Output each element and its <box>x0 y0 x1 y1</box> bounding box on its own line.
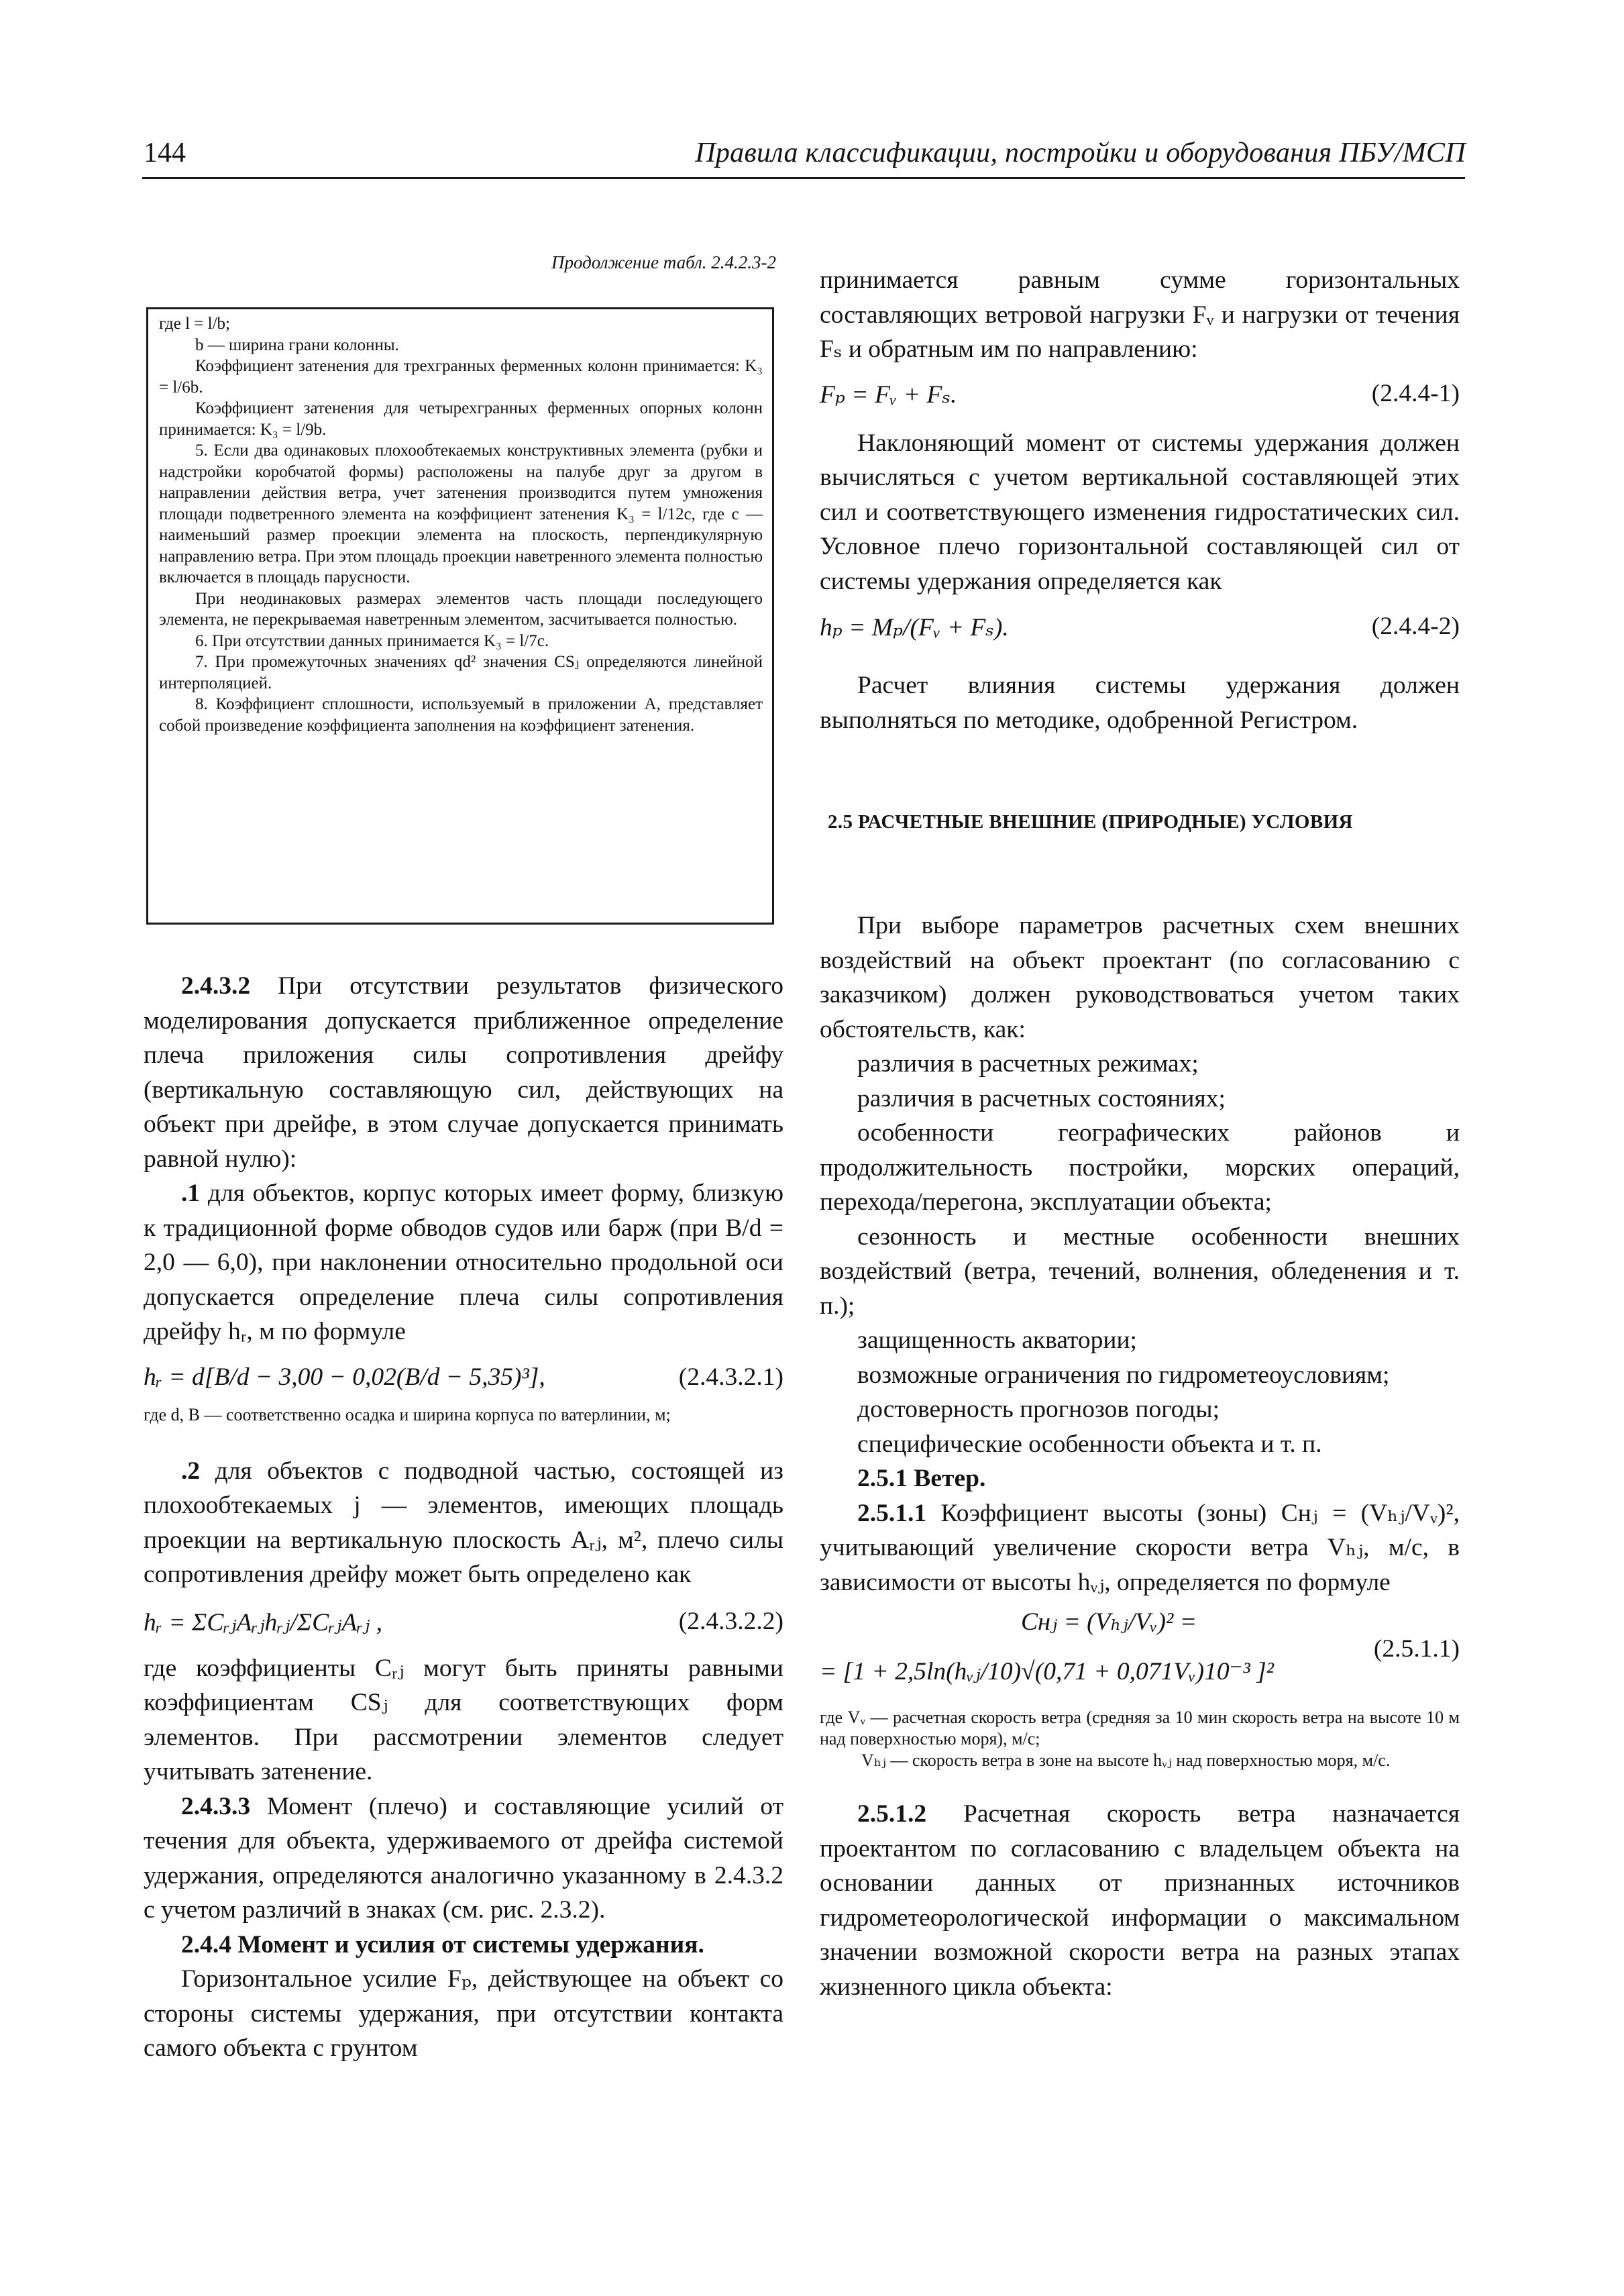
list-item: специфические особенности объекта и т. п. <box>857 1430 1322 1458</box>
item-number: .2 <box>181 1457 201 1485</box>
list-item: различия в расчетных состояниях; <box>857 1084 1226 1112</box>
box-line: где l = l/b; <box>159 315 230 333</box>
formula-2511-line2: = [1 + 2,5ln(hᵥⱼ/10)√(0,71 + 0,071Vᵥ)10⁻³ ]² <box>820 1658 1274 1685</box>
header-rule <box>142 177 1465 179</box>
list-item: особенности географических районов и продолжительность постройки, морских операций, перехода/перегона, эксплуатации объекта; <box>820 1119 1460 1216</box>
paragraph-244: Горизонтальное усилие Fₚ, действующее на объект со стороны системы удержания, при отсутствии контакта самого объекта с грунтом <box>144 1965 783 2062</box>
paragraph-continuation: принимается равным сумме горизонтальных составляющих ветровой нагрузки Fᵥ и нагрузки от течения Fₛ и обратным им по направлению: <box>820 266 1460 363</box>
clause-number: 2.5.1.1 <box>857 1499 927 1527</box>
equation-number: (2.5.1.1) <box>1373 1635 1460 1663</box>
formula-24321-row <box>144 1357 783 1399</box>
box-line: Коэффициент затенения для четырехгранных ферменных опорных колонн принимается: K₃ = l/9b. <box>159 399 763 439</box>
list-item: различия в расчетных режимах; <box>857 1050 1199 1078</box>
paragraph-2433: 2.4.3.3 Момент (плечо) и составляющие усилий от течения для объекта, удерживаемого от дрейфа системой удержания, определяются аналогично указанному в 2.4.3.2 с учетом различий в знаках (см. рис. 2.3.2). <box>144 1792 783 1924</box>
right-column <box>820 263 1460 2004</box>
paragraph-2511: 2.5.1.1 Коэффициент высоты (зоны) Cʜⱼ = (Vₕⱼ/Vᵥ)², учитывающий увеличение скорости ветра Vₕⱼ, м/с, в зависимости от высоты hᵥⱼ, определяется по формуле <box>820 1499 1460 1596</box>
where-note-vv: где Vᵥ — расчетная скорость ветра (средняя за 10 мин скорость ветра на высоте 10 м над поверхностью моря), м/с; <box>820 1708 1460 1749</box>
list-item: возможные ограничения по гидрометеоусловиям; <box>857 1361 1390 1389</box>
list-item: защищенность акватории; <box>857 1326 1137 1354</box>
paragraph-method: Расчет влияния системы удержания должен выполняться по методике, одобренной Регистром. <box>820 672 1460 734</box>
formula-24321: hᵣ = d[B/d − 3,00 − 0,02(B/d − 5,35)³], <box>144 1363 545 1391</box>
paragraph-2432: 2.4.3.2 При отсутствии результатов физического моделирования допускается приближенное определение плеча приложения силы сопротивления дрейфу (вертикальную составляющую сил, действующих на объект при дрейфе, в этом случае допускается принимать равной нулю): <box>144 972 783 1173</box>
box-line: Коэффициент затенения для трехгранных ферменных колонн принимается: K₃ = l/6b. <box>159 357 763 397</box>
page-number: 144 <box>144 138 186 168</box>
paragraph-moment: Наклоняющий момент от системы удержания должен вычисляться с учетом вертикальной составляющей этих сил и соответствующего изменения гидростатических сил. Условное плечо горизонтальной составляющей сил от системы удержания определяется как <box>820 429 1460 595</box>
paragraph-coefficients: где коэффициенты Cᵣⱼ могут быть приняты равными коэффициентам CSⱼ для соответствующих форм элементов. При рассмотрении элементов следует учитывать затенение. <box>144 1654 783 1785</box>
equation-number: (2.4.3.2.2) <box>678 1607 783 1635</box>
formula-2511-line1: Cʜⱼ = (Vₕⱼ/Vᵥ)² = <box>1021 1608 1197 1636</box>
formula-2442: hₚ = Mₚ/(Fᵥ + Fₛ). <box>820 614 1009 641</box>
formula-24322-row <box>144 1603 783 1651</box>
box-line: b — ширина грани колонны. <box>195 335 399 354</box>
clause-number: 2.5.1.2 <box>857 1800 927 1828</box>
where-note: где d, B — соответственно осадка и ширина корпуса по ватерлинии, м; <box>144 1404 671 1424</box>
left-column <box>144 969 783 2066</box>
clause-number: 2.4.3.2 <box>181 972 251 1000</box>
clause-number: 2.4.3.3 <box>181 1792 251 1820</box>
formula-2511-block <box>820 1604 1460 1704</box>
where-note-vhj: Vₕⱼ — скорость ветра в зоне на высоте hᵥⱼ над поверхностью моря, м/с. <box>861 1751 1391 1770</box>
paragraph-item-2: .2 для объектов с подводной частью, состоящей из плохообтекаемых j — элементов, имеющих площадь проекции на вертикальную плоскость Aᵣⱼ, м², плечо силы сопротивления дрейфу может быть определено как <box>144 1457 783 1588</box>
box-line: 6. При отсутствии данных принимается K₃ = l/7c. <box>195 631 549 650</box>
paragraph-choose: При выборе параметров расчетных схем внешних воздействий на объект проектант (по согласованию с заказчиком) должен руководствоваться учетом таких обстоятельств, как: <box>820 912 1460 1043</box>
formula-24322: hᵣ = ΣCᵣⱼAᵣⱼhᵣⱼ/ΣCᵣⱼAᵣⱼ , <box>144 1608 383 1636</box>
formula-2441: Fₚ = Fᵥ + Fₛ. <box>820 380 957 409</box>
list-item: достоверность прогнозов погоды; <box>857 1396 1220 1423</box>
box-line: При неодинаковых размерах элементов часть площади последующего элемента, не перекрываемая наветренным элементом, засчитывается полностью. <box>159 589 763 629</box>
equation-number: (2.4.4-1) <box>1371 379 1460 407</box>
box-line: 8. Коэффициент сплошности, используемый в приложении A, представляет собой произведение коэффициента заполнения на коэффициент затенения. <box>159 695 763 735</box>
equation-number: (2.4.3.2.1) <box>678 1363 783 1391</box>
item-number: .1 <box>181 1180 201 1207</box>
paragraph-item-1: .1 для объектов, корпус которых имеет форму, близкую к традиционной форме обводов судов или барж (при B/d = 2,0 — 6,0), при наклонении относительно продольной оси допускается определение плеча силы сопротивления дрейфу hᵣ, м по формуле <box>144 1180 783 1345</box>
heading-244: 2.4.4 Момент и усилия от системы удержания. <box>181 1930 704 1959</box>
equation-number: (2.4.4-2) <box>1371 613 1460 640</box>
box-line: 5. Если два одинаковых плохообтекаемых конструктивных элемента (рубки и надстройки коробчатой формы) расположены на палубе друг за другом в направлении действия ветра, учет затенения производится путем умножения площади подветренного элемента на коэффициент затенения K₃ = l/12c, где c — наименьший размер проекции элемента на плоскость, перпендикулярную направлению ветра. При этом площадь проекции наветренного элемента полностью включается в площадь парусности. <box>159 441 763 586</box>
formula-2441-row <box>820 374 1460 418</box>
table-notes-box <box>146 307 774 925</box>
box-line: 7. При промежуточных значениях qd² значения CSⱼ определяются линейной интерполяцией. <box>159 653 763 692</box>
formula-2442-row <box>820 605 1460 652</box>
running-title: Правила классификации, постройки и оборудования ПБУ/МСП <box>695 138 1466 168</box>
list-item: сезонность и местные особенности внешних воздействий (ветра, течений, волнения, обледенения и т. п.); <box>820 1222 1460 1320</box>
paragraph-2512: 2.5.1.2 Расчетная скорость ветра назначается проектантом по согласованию с владельцем объекта на основании данных от признанных источников гидрометеорологической информации о максимальном значении возможной скорости ветра на разных этапах жизненного цикла объекта: <box>820 1800 1460 2001</box>
section-heading-25: 2.5 РАСЧЕТНЫЕ ВНЕШНИЕ (ПРИРОДНЫЕ) УСЛОВИЯ <box>828 811 1353 833</box>
heading-251: 2.5.1 Ветер. <box>857 1465 986 1492</box>
table-caption: Продолжение табл. 2.4.2.3-2 <box>551 252 776 272</box>
